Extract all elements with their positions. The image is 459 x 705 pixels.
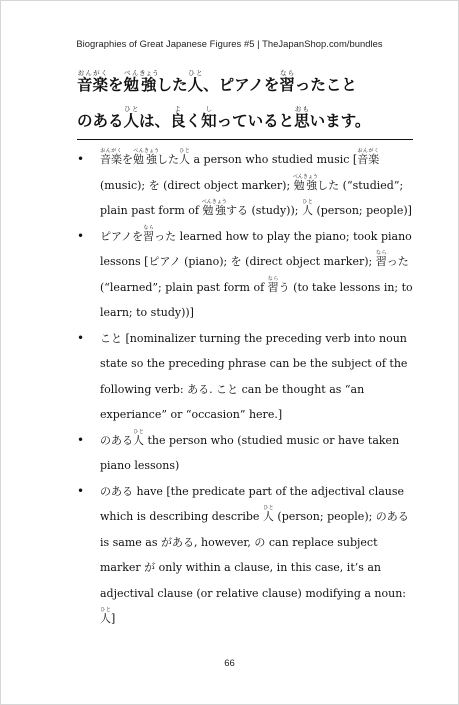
kanji-base: 習 <box>375 255 387 268</box>
furigana-reading: がく <box>92 69 109 77</box>
furigana-word <box>179 148 190 166</box>
kanji-base: 良 <box>170 112 186 130</box>
furigana-word <box>301 199 313 217</box>
text-run: した <box>157 153 179 166</box>
kanji-base: 習 <box>279 76 295 94</box>
furigana-word <box>143 224 155 243</box>
vocab-entry <box>77 479 413 632</box>
bullet-icon: • <box>77 330 85 345</box>
furigana-word <box>201 105 217 130</box>
kanji-base: 習 <box>143 229 155 243</box>
kanji-base: 強 <box>139 76 159 94</box>
kanji-base: 勉 <box>123 76 140 94</box>
furigana-word <box>292 173 318 192</box>
text-run: (person; people); のある is same as がある, however, の can replace subject marker が only within a clause, in this case, it’s an adjectival clause (or relative clause) modifying a noun: <box>100 510 409 600</box>
text-run: こと [nominalizer turning the preceding verb into noun state so the preceding phrase can be the subject of the following verb: ある. こと can be thought as “an experiance” or “occasion” here.] <box>100 331 408 421</box>
furigana-word <box>267 275 279 294</box>
vocab-entry-text <box>100 224 413 320</box>
kanji-base: 人 <box>187 76 204 94</box>
furigana-reading: なら <box>267 275 279 282</box>
text-run: ] <box>111 612 116 625</box>
vocab-entry <box>77 326 413 428</box>
text-run: を <box>108 76 124 94</box>
furigana-word <box>111 148 122 166</box>
furigana-word <box>133 148 144 166</box>
furigana-reading: がく <box>111 148 122 154</box>
vocab-entry-text <box>100 428 400 473</box>
text-run: the person who (studied music or have taken piano lessons) <box>100 433 400 472</box>
text-run: のある <box>100 433 133 447</box>
furigana-word <box>187 69 204 94</box>
kanji-base: 人 <box>301 204 313 217</box>
text-run: a person who studied music [ <box>190 153 358 166</box>
text-run: ピアノを <box>100 229 144 243</box>
furigana-word <box>133 428 144 447</box>
furigana-word <box>139 69 159 94</box>
furigana-reading: ひと <box>133 428 144 435</box>
furigana-reading: おん <box>100 148 111 154</box>
furigana-word <box>144 148 160 166</box>
furigana-word <box>375 250 387 268</box>
kanji-base: 人 <box>179 153 190 166</box>
furigana-reading: よ <box>170 105 186 113</box>
furigana-word <box>123 69 140 94</box>
furigana-reading: おんがく <box>357 148 380 154</box>
text-run: います。 <box>309 112 371 130</box>
running-header: Biographies of Great Japanese Figures #5 | TheJapanShop.com/bundles <box>76 38 383 49</box>
furigana-reading: なら <box>375 250 387 256</box>
kanji-base: 人 <box>100 612 111 625</box>
furigana-word <box>279 69 295 94</box>
kanji-base: 知 <box>201 112 217 130</box>
kanji-base: 楽 <box>92 76 109 94</box>
text-run: ったこと <box>294 76 357 94</box>
furigana-word <box>170 105 186 130</box>
furigana-reading: ひと <box>123 105 140 113</box>
furigana-reading: ひと <box>100 607 111 613</box>
text-run: う (to take lessons in; to learn; to study))] <box>100 280 413 319</box>
furigana-reading: べんきょう <box>201 199 227 205</box>
furigana-word <box>100 607 111 625</box>
kanji-base: 楽 <box>111 153 122 166</box>
text-run: は、 <box>139 112 171 130</box>
kanji-base: 勉強 <box>292 178 318 192</box>
kanji-base: 習 <box>267 280 279 294</box>
text-run: した <box>156 76 188 94</box>
furigana-reading: べんきょう <box>292 173 318 180</box>
text-run: く <box>185 112 202 130</box>
furigana-reading: し <box>201 105 217 113</box>
kanji-base: 音 <box>77 76 93 94</box>
text-run: を <box>122 153 133 166</box>
furigana-reading: おん <box>77 69 93 77</box>
furigana-reading: ひと <box>262 505 274 511</box>
vocab-entry-text <box>100 485 409 626</box>
sentence-line-2 <box>77 103 413 139</box>
text-run: った (“learned”; plain past form of <box>100 255 409 294</box>
furigana-reading: ひと <box>179 148 190 154</box>
kanji-base: 人 <box>123 112 140 130</box>
bullet-icon: • <box>77 228 85 243</box>
kanji-base: 思 <box>294 112 310 130</box>
furigana-word <box>294 105 310 130</box>
kanji-base: 強 <box>144 153 159 166</box>
bullet-icon: • <box>77 432 85 447</box>
example-sentence <box>77 67 413 140</box>
text-run: した (“studied”; plain past form of <box>100 178 404 217</box>
furigana-reading: おも <box>294 105 310 113</box>
kanji-base: 音楽 <box>357 153 380 166</box>
text-run: っていると <box>216 112 295 130</box>
text-run: する (study)); <box>225 204 302 217</box>
vocab-entry-text <box>100 332 407 422</box>
furigana-reading: きょう <box>139 69 159 77</box>
furigana-reading: なら <box>279 69 295 77</box>
furigana-word <box>201 199 227 217</box>
furigana-word <box>92 69 109 94</box>
text-run: のある have [the predicate part of the adjectival clause which is describing describe <box>100 484 405 523</box>
kanji-base: 人 <box>133 433 144 447</box>
furigana-word <box>77 69 93 94</box>
kanji-base: 音 <box>100 153 111 166</box>
furigana-reading: なら <box>143 224 155 231</box>
vocab-entry <box>77 428 413 479</box>
furigana-reading: べん <box>123 69 140 77</box>
furigana-word <box>262 505 274 523</box>
text-run: った learned how to play the piano; took piano lessons [ピアノ (piano); を (direct object marker); <box>100 229 412 268</box>
text-run: のある <box>77 112 124 130</box>
text-run: (person; people)] <box>312 204 412 217</box>
furigana-word <box>123 105 140 130</box>
kanji-base: 人 <box>262 510 274 523</box>
kanji-base: 勉 <box>133 153 144 166</box>
furigana-reading: きょう <box>144 148 160 154</box>
furigana-word <box>100 148 111 166</box>
vocabulary-list <box>77 147 413 632</box>
bullet-icon: • <box>77 152 85 166</box>
text-run: (music); を (direct object marker); <box>100 178 294 192</box>
vocab-entry-text <box>100 148 412 217</box>
kanji-base: 勉強 <box>201 204 227 217</box>
vocab-entry <box>77 224 413 326</box>
furigana-word <box>357 148 380 166</box>
furigana-reading: ひと <box>187 69 204 77</box>
vocab-entry <box>77 147 413 224</box>
furigana-reading: べん <box>133 148 144 154</box>
page-number: 66 <box>224 658 235 669</box>
furigana-reading: ひと <box>301 199 313 205</box>
bullet-icon: • <box>77 483 85 498</box>
sentence-line-1 <box>77 67 413 103</box>
text-run: 、ピアノを <box>203 76 280 94</box>
